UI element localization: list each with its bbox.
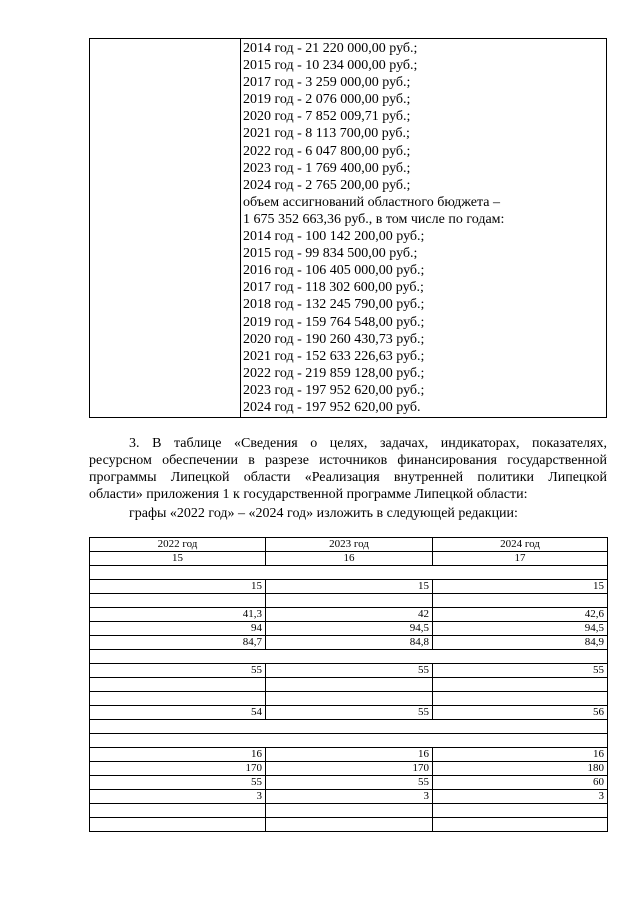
table-cell: 54 (90, 706, 266, 720)
table-cell: 16 (90, 748, 266, 762)
section-row (90, 720, 608, 734)
funding-line: 1 675 352 663,36 руб., в том числе по годам: (243, 211, 505, 227)
table-cell (433, 818, 608, 832)
table-cell: 55 (266, 706, 433, 720)
funding-line: 2024 год - 197 952 620,00 руб. (243, 399, 421, 415)
funding-lines (243, 40, 602, 416)
table-cell: 84,7 (90, 636, 266, 650)
table-cell (433, 678, 608, 692)
table-row (90, 804, 608, 818)
table-cell: 2023 год (266, 538, 433, 552)
section-row (90, 734, 608, 748)
table-cell: 60 (433, 776, 608, 790)
table-cell: 56 (433, 706, 608, 720)
amendment-instruction: графы «2022 год» – «2024 год» изложить в следующей редакции: (129, 506, 518, 521)
table-cell: 16 (266, 748, 433, 762)
funding-line: 2020 год - 7 852 009,71 руб.; (243, 109, 411, 125)
amendment-paragraph (89, 435, 607, 503)
table-cell (433, 804, 608, 818)
table-row (90, 776, 608, 790)
funding-line: 2015 год - 99 834 500,00 руб.; (243, 246, 418, 262)
table-cell: 3 (433, 790, 608, 804)
table-cell: 15 (90, 580, 266, 594)
table-row (90, 622, 608, 636)
table-cell: 84,9 (433, 636, 608, 650)
table-cell: 94 (90, 622, 266, 636)
table-cell (90, 720, 608, 734)
paragraph-line: области» приложения 1 к государственной программе Липецкой области: (89, 487, 528, 502)
table-cell: 55 (90, 776, 266, 790)
funding-line: 2015 год - 10 234 000,00 руб.; (243, 58, 418, 74)
table-cell (266, 678, 433, 692)
table-cell: 17 (433, 552, 608, 566)
table-cell (90, 804, 266, 818)
table-cell: 55 (266, 776, 433, 790)
funding-line: 2014 год - 100 142 200,00 руб.; (243, 229, 425, 245)
table-cell (266, 594, 433, 608)
table-cell: 2024 год (433, 538, 608, 552)
funding-line: 2017 год - 118 302 600,00 руб.; (243, 280, 424, 296)
funding-line: 2023 год - 1 769 400,00 руб.; (243, 160, 411, 176)
funding-line: 2016 год - 106 405 000,00 руб.; (243, 263, 425, 279)
paragraph-line: ресурсном обеспечении в разрезе источников финансирования государственной (89, 453, 607, 468)
table-cell: 42,6 (433, 608, 608, 622)
table-cell (90, 734, 608, 748)
table-row (90, 748, 608, 762)
table-cell: 55 (90, 664, 266, 678)
table-cell (433, 692, 608, 706)
table-cell: 2022 год (90, 538, 266, 552)
paragraph-line: программы Липецкой области «Реализация внутренней политики Липецкой (89, 470, 607, 485)
table-cell: 3 (266, 790, 433, 804)
table-cell: 16 (433, 748, 608, 762)
table-cell (90, 650, 608, 664)
table-cell (90, 678, 266, 692)
funding-line: 2019 год - 2 076 000,00 руб.; (243, 92, 411, 108)
table-cell: 170 (266, 762, 433, 776)
indicators-table (89, 537, 608, 832)
table-row (90, 762, 608, 776)
table-cell: 41,3 (90, 608, 266, 622)
funding-line: 2017 год - 3 259 000,00 руб.; (243, 75, 411, 91)
funding-line: 2014 год - 21 220 000,00 руб.; (243, 41, 418, 56)
table-cell: 15 (433, 580, 608, 594)
table-row (90, 594, 608, 608)
table-cell: 94,5 (433, 622, 608, 636)
table-cell (90, 692, 266, 706)
table-cell: 170 (90, 762, 266, 776)
table-cell (266, 804, 433, 818)
table-row (90, 608, 608, 622)
funding-line: 2024 год - 2 765 200,00 руб.; (243, 177, 411, 193)
table-row (90, 580, 608, 594)
paragraph-line: 3. В таблице «Сведения о целях, задачах, индикаторах, показателях, (129, 436, 607, 451)
section-row (90, 566, 608, 580)
funding-line: объем ассигнований областного бюджета – (243, 194, 500, 210)
funding-line: 2019 год - 159 764 548,00 руб.; (243, 314, 425, 330)
column-divider (240, 39, 241, 417)
section-row (90, 650, 608, 664)
table-cell (90, 566, 608, 580)
table-cell (266, 692, 433, 706)
table-cell: 3 (90, 790, 266, 804)
header-row (90, 538, 608, 552)
table-row (90, 692, 608, 706)
table-cell: 94,5 (266, 622, 433, 636)
funding-line: 2021 год - 152 633 226,63 руб.; (243, 348, 425, 364)
table-row (90, 706, 608, 720)
table-cell: 55 (266, 664, 433, 678)
table-cell: 84,8 (266, 636, 433, 650)
funding-line: 2022 год - 219 859 128,00 руб.; (243, 365, 425, 381)
column-number-row (90, 552, 608, 566)
table-cell: 42 (266, 608, 433, 622)
table-row (90, 636, 608, 650)
funding-line: 2022 год - 6 047 800,00 руб.; (243, 143, 411, 159)
table-cell: 180 (433, 762, 608, 776)
table-cell: 15 (90, 552, 266, 566)
table-cell (266, 818, 433, 832)
funding-line: 2021 год - 8 113 700,00 руб.; (243, 126, 410, 142)
table-cell (90, 594, 266, 608)
table-cell (90, 818, 266, 832)
table-row (90, 818, 608, 832)
table-cell (433, 594, 608, 608)
funding-line: 2020 год - 190 260 430,73 руб.; (243, 331, 425, 347)
table-row (90, 664, 608, 678)
table-row (90, 790, 608, 804)
table-cell: 16 (266, 552, 433, 566)
table-row (90, 678, 608, 692)
funding-table-continuation (89, 38, 607, 418)
table-cell: 55 (433, 664, 608, 678)
table-cell: 15 (266, 580, 433, 594)
funding-line: 2018 год - 132 245 790,00 руб.; (243, 297, 425, 313)
funding-line: 2023 год - 197 952 620,00 руб.; (243, 382, 425, 398)
